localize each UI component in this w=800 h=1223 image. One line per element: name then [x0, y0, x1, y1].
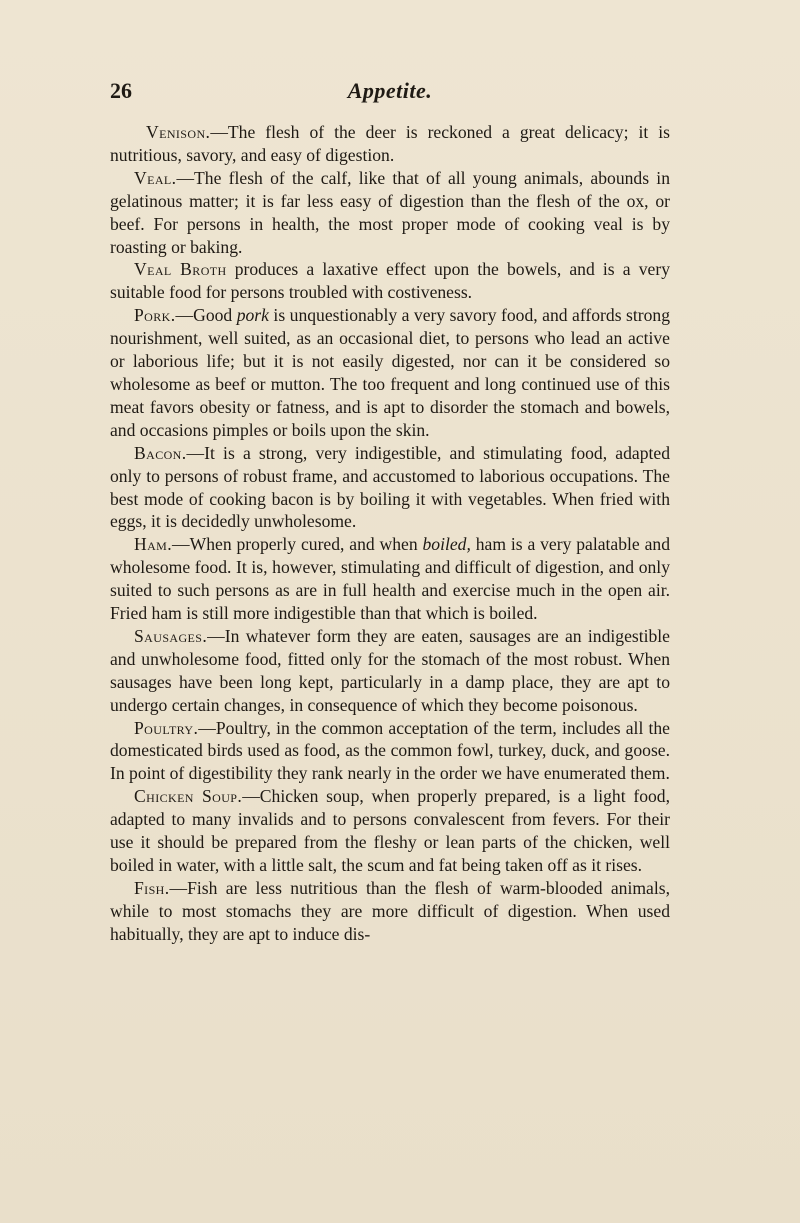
entry-venison	[110, 121, 670, 167]
entry-pork	[110, 304, 670, 441]
entry-fish	[110, 877, 670, 946]
entry-term: Venison.	[146, 122, 211, 142]
entry-text-after: ham is a very palatable and wholesome food. It is, however, stimulating and difficult of digestion, and only suited to such persons as are in full health and exercise much in the open air. Fried ham is still more indigestible than that which is boiled.	[110, 534, 670, 624]
entry-term: Fish.	[134, 877, 170, 898]
entry-text: —Poultry, in the common acceptation of the term, includes all the domesticated birds used as food, as the common fowl, turkey, duck, and goose. In point of digestibility they rank nearly in the order we have enumerated them.	[110, 717, 670, 784]
page-number: 26	[110, 78, 132, 103]
entry-term: Sausages.	[134, 625, 208, 646]
entry-text: —The flesh of the calf, like that of all young animals, abounds in gelatinous matter; it is far less easy of digestion than the flesh of the ox, or beef. For persons in health, the most proper mode of cooking veal is by roasting or baking.	[110, 167, 670, 257]
entry-text: —It is a strong, very indigestible, and stimulating food, adapted only to persons of robust frame, and accustomed to laborious occupations. The best mode of cooking bacon is by boiling it with vegetables. When fried with eggs, it is decidedly unwholesome.	[110, 442, 670, 532]
entry-text-before: —Good	[175, 305, 237, 326]
entry-veal	[110, 167, 670, 259]
entry-emphasis: boiled,	[422, 534, 471, 555]
entry-sausages	[110, 625, 670, 717]
entry-emphasis: pork	[236, 305, 269, 326]
entry-text: —The flesh of the deer is reckoned a great delicacy; it is nutritious, savory, and easy of digestion.	[110, 122, 670, 165]
entry-term: Chicken Soup.	[134, 786, 243, 807]
entry-ham	[110, 533, 670, 625]
entry-term: Bacon.	[134, 442, 187, 463]
entry-text-before: —When properly cured, and when	[172, 534, 423, 555]
entry-term: Pork.	[134, 305, 176, 326]
entry-veal-broth	[110, 258, 670, 304]
running-title: Appetite.	[347, 78, 433, 103]
entry-text-after: is unquestionably a very savory food, and affords strong nourishment, well suited, as an occasional diet, to persons who lead an active or laborious life; but it is not easily digested, nor can it be considered so wholesome as beef or mutton. The too frequent and long continued use of this meat favors obesity or fatness, and is apt to disorder the stomach and bowels, and occasions pimples or boils upon the skin.	[110, 305, 670, 440]
entry-text: —Chicken soup, when properly prepared, is a light food, adapted to many invalids and to persons convalescent from fevers. For their use it should be prepared from the fleshy or lean parts of the chicken, well boiled in water, with a little salt, the scum and fat being taken off as it rises.	[110, 786, 670, 875]
entry-term: Veal.	[134, 167, 177, 188]
entry-term: Poultry.	[134, 717, 199, 738]
entry-text: —In whatever form they are eaten, sausages are an indigestible and unwholesome food, fitted only for the stomach of the most robust. When sausages have been long kept, particularly in a damp place, they are apt to undergo certain changes, in consequence of which they become poisonous.	[110, 625, 670, 715]
entry-term: Veal Broth	[134, 259, 227, 280]
entry-text: produces a laxative effect upon the bowels, and is a very suitable food for persons troubled with costiveness.	[110, 259, 670, 303]
entry-term: Ham.	[134, 534, 173, 555]
entry-text: —Fish are less nutritious than the flesh of warm-blooded animals, while to most stomachs they are more difficult of digestion. When used habitually, they are apt to induce dis-	[110, 877, 670, 944]
entry-bacon	[110, 442, 670, 534]
page-header	[110, 78, 670, 112]
body-text	[110, 121, 670, 946]
entry-poultry	[110, 717, 670, 786]
entry-chicken-soup	[110, 785, 670, 877]
